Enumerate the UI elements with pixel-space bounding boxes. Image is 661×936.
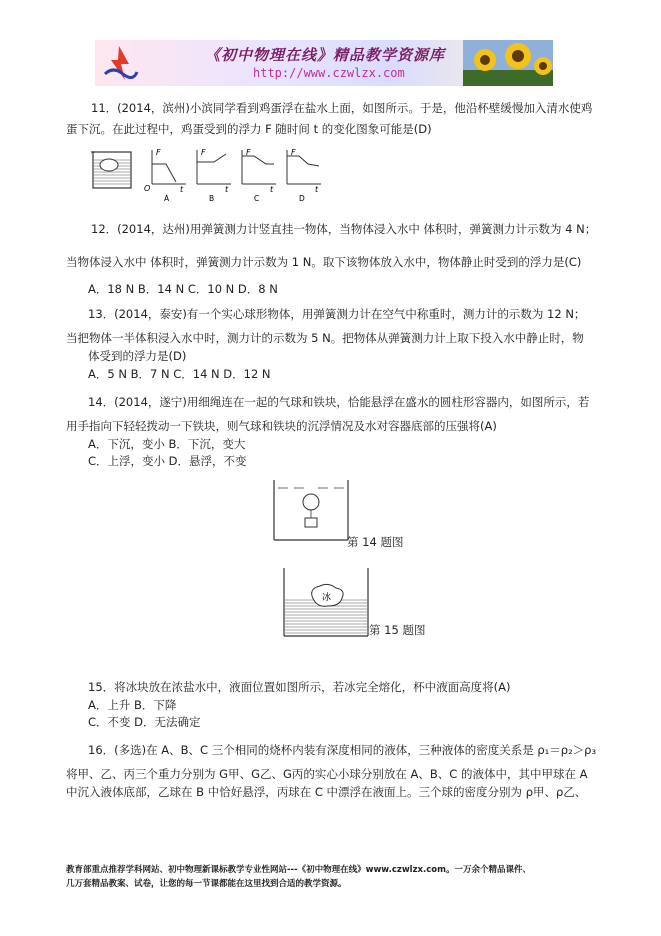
q14-figure xyxy=(272,478,350,542)
graph-b-axis-f: F xyxy=(201,148,206,157)
banner-title: 《初中物理在线》精品教学资源库 xyxy=(205,46,446,64)
graph-a-axis-f: F xyxy=(156,148,161,157)
q13-line1: 13．(2014，泰安)有一个实心球形物体，用弹簧测力计在空气中称重时，测力计的示数为 12 N； xyxy=(88,307,586,321)
graph-d-axis-t: t xyxy=(315,185,319,194)
graph-a-origin: O xyxy=(144,184,151,193)
graph-c-label: C xyxy=(254,194,260,202)
q11-graphs xyxy=(142,146,322,202)
q15-caption: 第 15 题图 xyxy=(369,623,426,637)
q14-caption: 第 14 题图 xyxy=(347,535,404,549)
q14-line2: 用手指向下轻轻拨动一下铁块，则气球和铁块的沉浮情况及水对容器底部的压强将(A) xyxy=(66,419,497,433)
q11-line2: 蛋下沉。在此过程中，鸡蛋受到的浮力 F 随时间 t 的变化图象可能是(D) xyxy=(66,122,432,136)
q11-line1: 11．(2014，滨州)小滨同学看到鸡蛋浮在盐水上面，如图所示。于是，他沿杯壁缓慢加入清水使鸡 xyxy=(91,101,593,115)
graph-d-label: D xyxy=(299,194,305,202)
ice-label: 冰 xyxy=(322,593,332,603)
graph-d-axis-f: F xyxy=(291,148,296,157)
q13-line3: 体受到的浮力是(D) xyxy=(88,349,187,363)
graph-c xyxy=(242,148,276,202)
header-banner xyxy=(95,40,553,86)
graph-c-axis-t: t xyxy=(270,185,274,194)
q15-options-cd: C．不变 D．无法确定 xyxy=(88,715,201,729)
graph-c-axis-f: F xyxy=(246,148,251,157)
balloon xyxy=(303,494,319,510)
q13-options: A．5 N B．7 N C．14 N D．12 N xyxy=(88,367,271,381)
q12-options: A．18 N B．14 N C．10 N D．8 N xyxy=(88,282,278,296)
graph-a-axis-t: t xyxy=(180,185,184,194)
q16-line2: 将甲、乙、丙三个重力分别为 G甲、G乙、G丙的实心小球分别放在 A、B、C 的液体中，其中甲球在 A xyxy=(66,767,588,781)
q14-line1: 14．(2014，遂宁)用细绳连在一起的气球和铁块，恰能悬浮在盛水的圆柱形容器内，如图所示，若 xyxy=(88,395,590,409)
site-logo-icon xyxy=(99,44,139,82)
graph-a xyxy=(144,148,186,202)
footer-line1: 教育部重点推荐学科网站、初中物理新课标教学专业性网站---《初中物理在线》www.czwlzx.com。一万余个精品课件、 xyxy=(66,865,531,875)
q16-line1: 16．(多选)在 A、B、C 三个相同的烧杯内装有深度相同的液体，三种液体的密度关系是 ρ₁＝ρ₂＞ρ₃ xyxy=(88,743,597,757)
graph-b xyxy=(197,148,231,202)
graph-b-axis-t: t xyxy=(225,185,229,194)
iron-block[interactable] xyxy=(305,518,317,527)
q15-options-ab: A．上升 B．下降 xyxy=(88,698,177,712)
q14-options-ab: A．下沉，变小 B．下沉，变大 xyxy=(88,437,246,451)
q12-line1: 12．(2014，达州)用弹簧测力计竖直挂一物体，当物体浸入水中 体积时，弹簧测力计示数为 4 N； xyxy=(91,222,597,236)
q15-figure xyxy=(282,566,370,638)
q12-line2: 当物体浸入水中 体积时，弹簧测力计示数为 1 N。取下该物体放入水中，物体静止时受到的浮力是(C) xyxy=(66,255,582,269)
graph-d xyxy=(287,148,321,202)
q14-options-cd: C．上浮，变小 D．悬浮，不变 xyxy=(88,454,247,468)
q15-line1: 15．将冰块放在浓盐水中，液面位置如图所示，若冰完全熔化，杯中液面高度将(A) xyxy=(88,680,511,694)
q11-beaker-figure xyxy=(87,148,137,190)
banner-url[interactable]: http://www.czwlzx.com xyxy=(253,66,405,80)
footer-line2: 几万套精品教案、试卷，让您的每一节课都能在这里找到合适的教学资源。 xyxy=(66,879,347,889)
graph-a-label: A xyxy=(164,194,170,202)
graph-b-label: B xyxy=(209,194,215,202)
sunflower-image xyxy=(463,40,553,86)
q13-line2: 当把物体一半体积浸入水中时，测力计的示数为 5 N。把物体从弹簧测力计上取下投入水中静止时，物 xyxy=(66,331,584,345)
q16-line3: 中沉入液体底部，乙球在 B 中恰好悬浮，丙球在 C 中漂浮在液面上。三个球的密度分别为 ρ甲、ρ乙、 xyxy=(66,785,587,799)
